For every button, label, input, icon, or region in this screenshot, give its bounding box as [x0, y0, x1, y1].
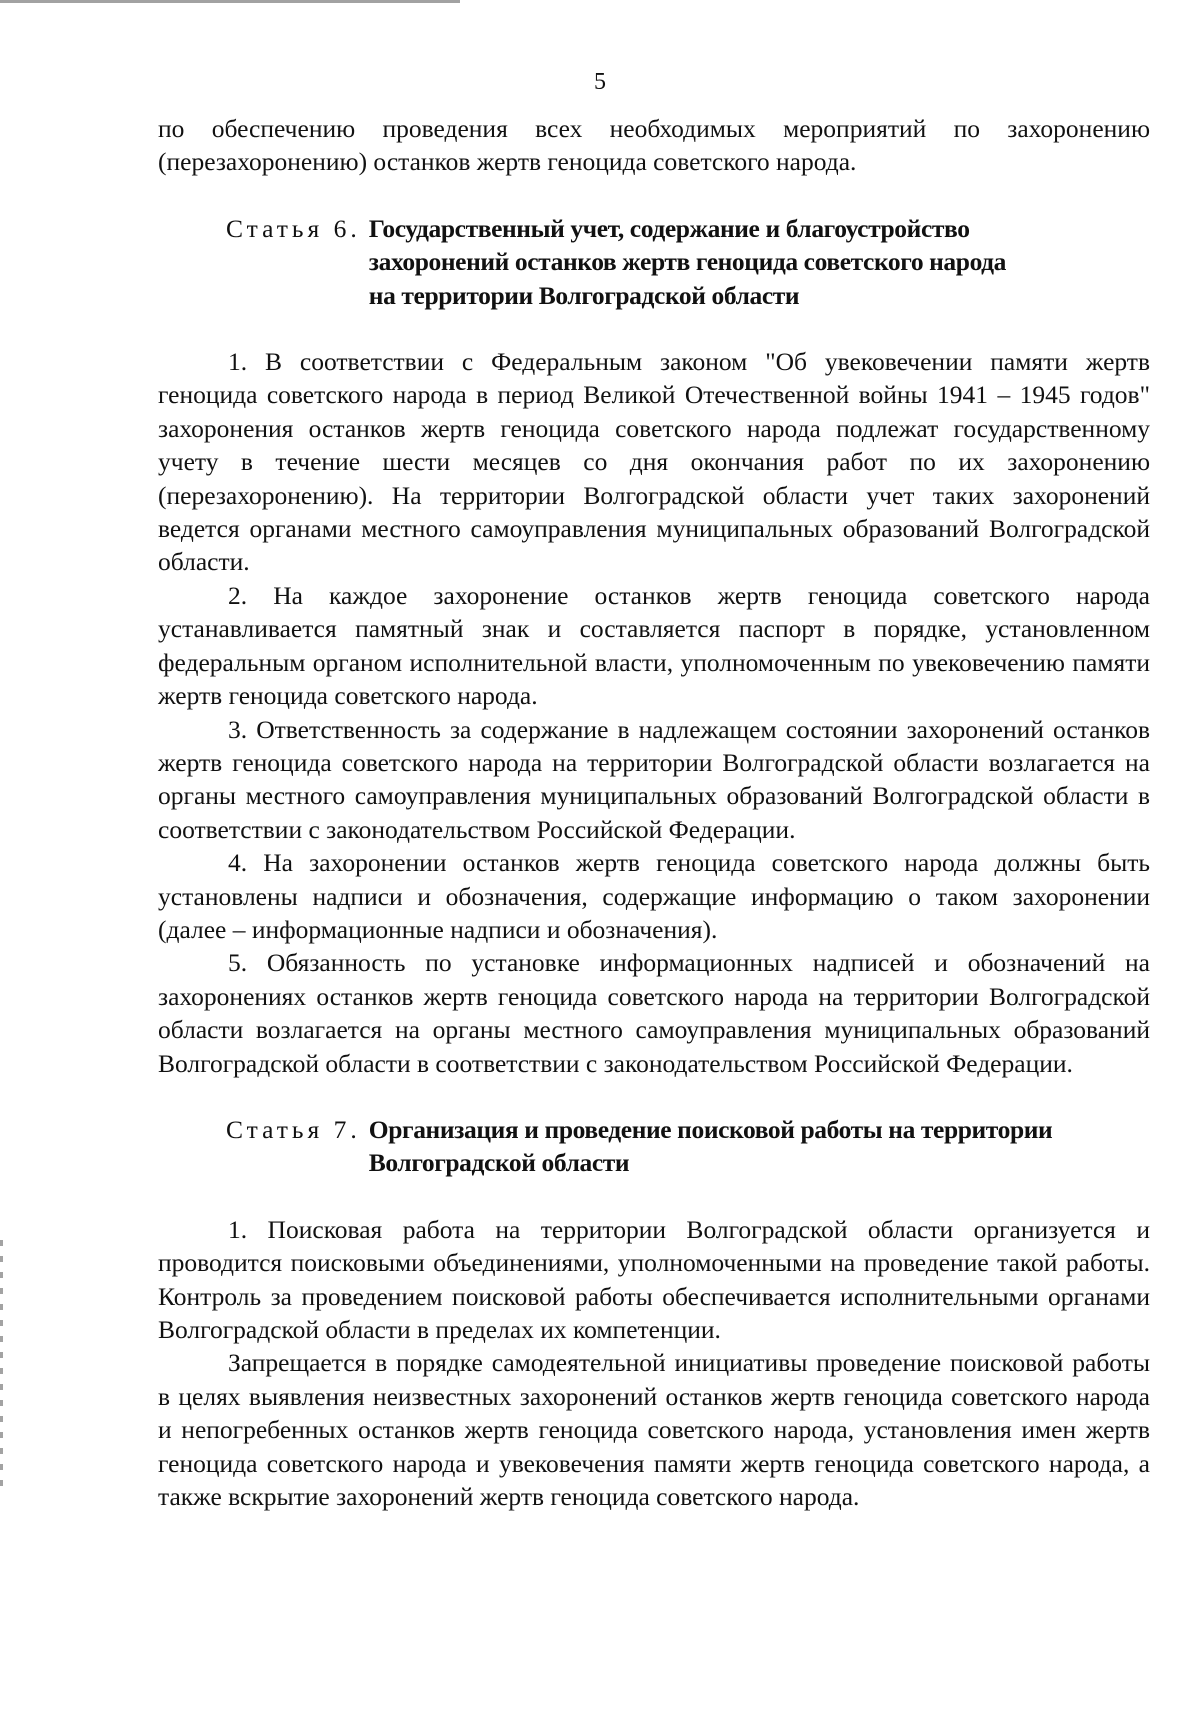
article-6-paragraph-3: 3. Ответственность за содержание в надлежащем состоянии захоронений останков жертв геноцида советского народа на территории Волгоградской области возлагается на органы местного самоуправления муниципальных образований Волгоградской области в соответствии с законодательством Российской Федерации.: [158, 714, 1150, 844]
article-6-label: Статья 6.: [226, 213, 361, 243]
article-6-title-line: захоронений останков жертв геноцида советского народа: [368, 247, 1007, 277]
article-7-heading: [158, 1113, 1150, 1180]
article-7-title-line: Волгоградской области: [368, 1148, 630, 1178]
article-6-title: [369, 212, 1006, 312]
article-6-paragraph-2: 2. На каждое захоронение останков жертв геноцида советского народа устанавливается памятный знак и составляется паспорт в порядке, установленном федеральным органом исполнительной власти, уполномоченным по увековечению памяти жертв геноцида советского народа.: [158, 580, 1150, 711]
article-7-paragraph-1: 1. Поисковая работа на территории Волгоградской области организуется и проводится поисковыми объединениями, уполномоченными на проведение такой работы. Контроль за проведением поисковой работы обеспечивается исполнительными органами Волгоградской области в пределах их компетенции.: [158, 1214, 1150, 1344]
article-6-paragraph-4: 4. На захоронении останков жертв геноцида советского народа должны быть установлены надписи и обозначения, содержащие информацию о таком захоронении (далее – информационные надписи и обозначения).: [158, 848, 1150, 944]
article-7-paragraph-2: Запрещается в порядке самодеятельной инициативы проведение поисковой работы в целях выявления неизвестных захоронений останков жертв геноцида советского народа и непогребенных останков жертв геноцида советского народа, установления имен жертв геноцида советского народа и увековечения памяти жертв геноцида советского народа, а также вскрытие захоронений жертв геноцида советского народа.: [158, 1348, 1150, 1512]
article-6-title-line: Государственный учет, содержание и благоустройство: [368, 213, 970, 243]
intro-paragraph: по обеспечению проведения всех необходимых мероприятий по захоронению (перезахоронению) останков жертв геноцида советского народа.: [158, 114, 1150, 177]
scan-margin-marks: [0, 1240, 3, 1490]
scan-edge-artifact: [0, 0, 1200, 3]
page-number: 5: [594, 69, 606, 95]
article-7-label: Статья 7.: [226, 1114, 361, 1144]
article-7-title-line: Организация и проведение поисковой работы на территории: [368, 1114, 1053, 1144]
article-6-paragraph-1: 1. В соответствии с Федеральным законом "Об увековечении памяти жертв геноцида советского народа в период Великой Отечественной войны 1941 – 1945 годов" захоронения останков жертв геноцида советского народа подлежат государственному учету в течение шести месяцев со дня окончания работ по их захоронению (перезахоронению). На территории Волгоградской области учет таких захоронений ведется органами местного самоуправления муниципальных образований Волгоградской области.: [158, 347, 1150, 577]
article-7-title: [369, 1113, 1053, 1180]
document-body: [158, 112, 1150, 1513]
article-6-paragraph-5: 5. Обязанность по установке информационных надписей и обозначений на захоронениях останков жертв геноцида советского народа на территории Волгоградской области возлагается на органы местного самоуправления муниципальных образований Волгоградской области в соответствии с законодательством Российской Федерации.: [158, 948, 1150, 1078]
article-6-title-line: на территории Волгоградской области: [368, 280, 800, 310]
article-6-heading: [158, 212, 1150, 312]
